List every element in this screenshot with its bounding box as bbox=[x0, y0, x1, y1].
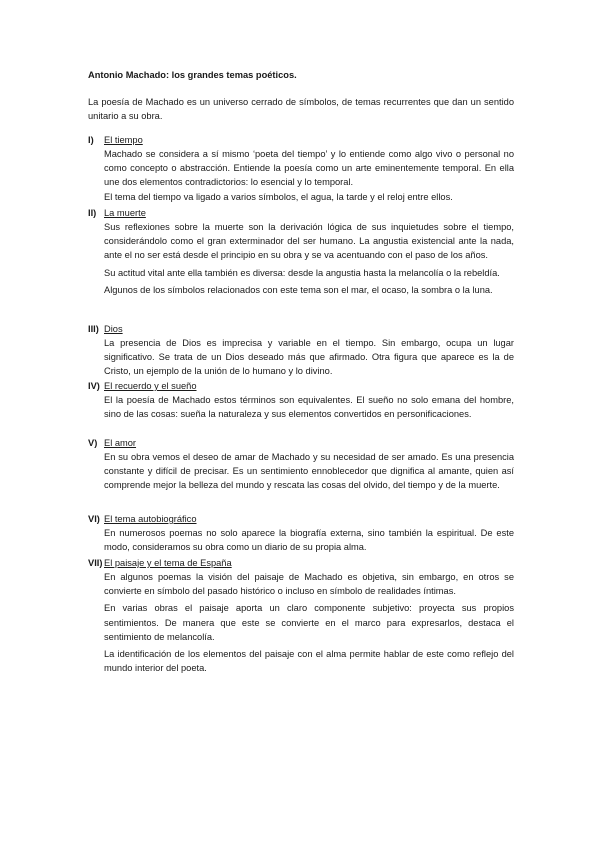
section-title: El tiempo bbox=[104, 135, 143, 145]
section-paragraph: En su obra vemos el deseo de amar de Machado y su necesidad de ser amado. Es una presencia constante y difícil de precisar. Es un sentimiento ennoblecedor que dignifica al amante, quien así comprende mejor la belleza del mundo y rescata las cosas del olvido, del tiempo y de la muerte. bbox=[104, 452, 514, 491]
section-paragraph: Sus reflexiones sobre la muerte son la derivación lógica de sus inquietudes sobre el tiempo, considerándolo como el gran exterminador del ser humano. La angustia existencial ante la nada, ante el no ser está desde el principio en su obra y se va acentuando con el paso de los años. bbox=[104, 222, 514, 261]
section-muerte bbox=[88, 206, 514, 297]
section-paragraph: La presencia de Dios es imprecisa y variable en el tiempo. Sin embargo, ocupa un lugar significativo. Se trata de un Dios deseado más que afirmado. Otra figura que aparece es la de Cristo, un ejemplo de la unión de lo humano y lo divino. bbox=[104, 338, 514, 377]
section-autobiografico bbox=[88, 512, 514, 554]
intro-paragraph: La poesía de Machado es un universo cerrado de símbolos, de temas recurrentes que dan un sentido unitario a su obra. bbox=[88, 97, 514, 121]
section-paragraph: En numerosos poemas no solo aparece la biografía externa, sino también la espiritual. De este modo, consideramos su obra como un diario de su propia alma. bbox=[104, 528, 514, 553]
section-paragraph: Machado se considera a sí mismo ‘poeta del tiempo’ y lo entiende como algo vivo o personal no como concepto o abstracción. Entiende la poesía como un arte eminentemente temporal. En ella une dos elementos contradictorios: lo esencial y lo temporal. bbox=[104, 149, 514, 188]
section-numeral: V) bbox=[88, 438, 98, 448]
section-numeral: I) bbox=[88, 135, 94, 145]
section-amor bbox=[88, 436, 514, 493]
section-numeral: IV) bbox=[88, 381, 100, 391]
section-paragraph: En algunos poemas la visión del paisaje de Machado es objetiva, sin embargo, en otros se convierte en símbolo del pasado histórico o incluso en símbolo de realidades íntimas. bbox=[104, 572, 514, 597]
section-title: La muerte bbox=[104, 208, 146, 218]
section-paragraph: El la poesía de Machado estos términos son equivalentes. El sueño no solo emana del hombre, sino de las cosas: sueña la naturaleza y sus elementos convertidos en personificaciones. bbox=[104, 395, 514, 420]
section-numeral: VI) bbox=[88, 514, 100, 524]
section-numeral: III) bbox=[88, 324, 99, 334]
section-paragraph: La identificación de los elementos del paisaje con el alma permite hablar de este como reflejo del mundo interior del poeta. bbox=[104, 649, 514, 674]
section-title: Dios bbox=[104, 324, 123, 334]
section-paisaje-espana bbox=[88, 556, 514, 675]
section-title: El paisaje y el tema de España bbox=[104, 558, 232, 568]
section-numeral: II) bbox=[88, 208, 97, 218]
section-numeral: VII) bbox=[88, 558, 103, 568]
section-paragraph: En varias obras el paisaje aporta un claro componente subjetivo: proyecta sus propios sentimientos. De manera que este se convierte en el marco para expresarlos, destaca el sentimiento de melancolía. bbox=[104, 603, 514, 642]
section-paragraph: Su actitud vital ante ella también es diversa: desde la angustia hasta la melancolía o la rebeldía. bbox=[104, 267, 500, 278]
section-dios bbox=[88, 322, 514, 379]
section-title: El tema autobiográfico bbox=[104, 514, 197, 524]
document-title: Antonio Machado: los grandes temas poéticos. bbox=[88, 70, 297, 80]
section-recuerdo-sueno bbox=[88, 379, 514, 421]
section-title: El recuerdo y el sueño bbox=[104, 381, 197, 391]
section-paragraph: Algunos de los símbolos relacionados con este tema son el mar, el ocaso, la sombra o la luna. bbox=[104, 284, 493, 295]
section-title: El amor bbox=[104, 438, 137, 448]
section-tiempo bbox=[88, 133, 514, 204]
section-paragraph: El tema del tiempo va ligado a varios símbolos, el agua, la tarde y el reloj entre ellos. bbox=[104, 191, 453, 202]
